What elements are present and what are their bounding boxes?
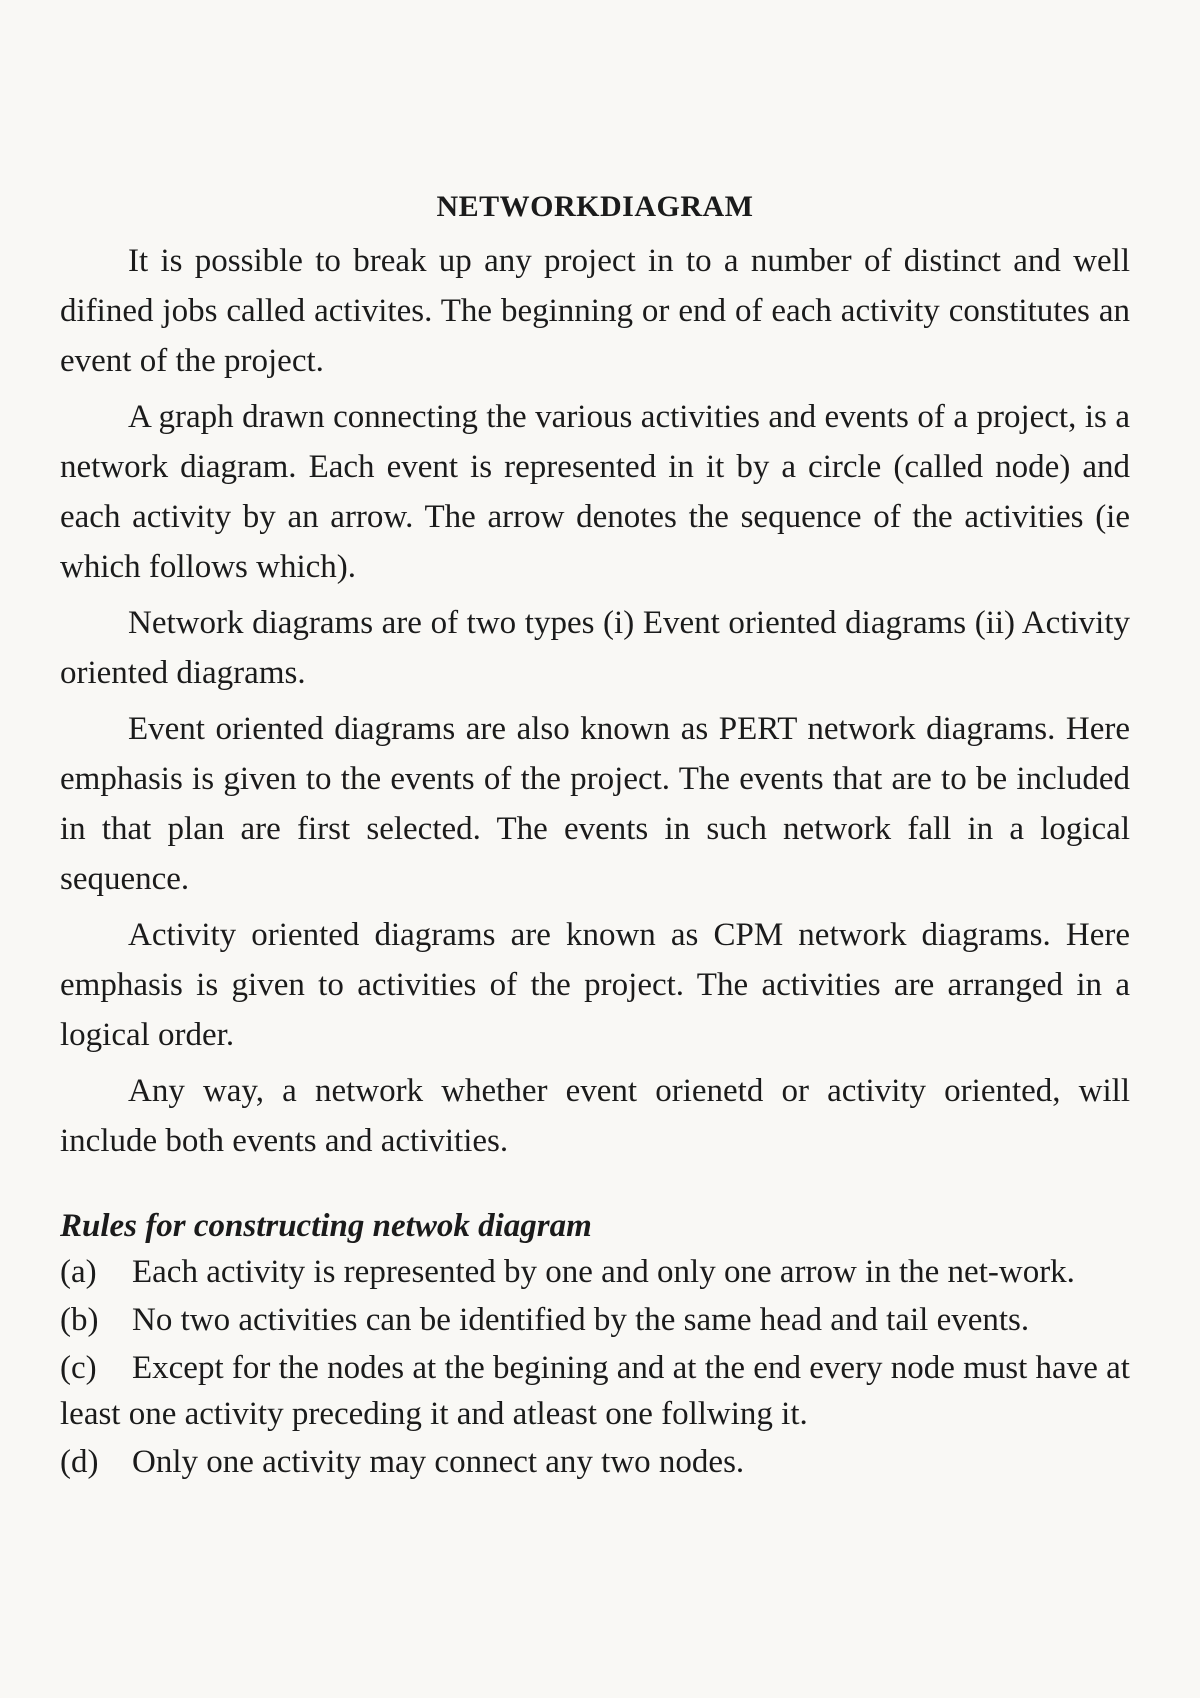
paragraph: Activity oriented diagrams are known as CPM network diagrams. Here emphasis is given to activities of the project. The activities are arranged in a logical order. <box>60 917 1130 1053</box>
paragraph: Event oriented diagrams are also known as PERT network diagrams. Here emphasis is given to the events of the project. The events that are to be included in that plan are first selected. The events in such network fall in a logical sequence. <box>60 711 1130 897</box>
page-title: NETWORKDIAGRAM <box>436 190 754 223</box>
rule-item <box>60 1249 1130 1295</box>
rule-marker: (c) <box>60 1350 97 1386</box>
paragraph: Any way, a network whether event orienetd or activity oriented, will include both events and activities. <box>60 1073 1130 1159</box>
rule-text: Only one activity may connect any two nodes. <box>132 1444 745 1480</box>
rule-item <box>60 1439 1130 1485</box>
rules-heading: Rules for constructing netwok diagram <box>60 1208 592 1244</box>
rule-item <box>60 1297 1130 1343</box>
rule-text: Except for the nodes at the begining and at the end every node must have at least one activity preceding it and atleast one follwing it. <box>60 1350 1130 1432</box>
rule-text: Each activity is represented by one and only one arrow in the net-work. <box>132 1254 1075 1290</box>
rule-item <box>60 1345 1130 1437</box>
rule-marker: (b) <box>60 1302 99 1338</box>
paragraph: A graph drawn connecting the various activities and events of a project, is a network diagram. Each event is represented in it by a circle (called node) and each activity by an arrow. The arrow denotes the sequence of the activities (ie which follows which). <box>60 399 1130 585</box>
paragraph: It is possible to break up any project in to a number of distinct and well difined jobs called activites. The beginning or end of each activity constitutes an event of the project. <box>60 243 1130 379</box>
rule-marker: (a) <box>60 1254 97 1290</box>
rule-marker: (d) <box>60 1444 99 1480</box>
paragraph: Network diagrams are of two types (i) Event oriented diagrams (ii) Activity oriented diagrams. <box>60 605 1130 691</box>
rule-text: No two activities can be identified by the same head and tail events. <box>132 1302 1030 1338</box>
